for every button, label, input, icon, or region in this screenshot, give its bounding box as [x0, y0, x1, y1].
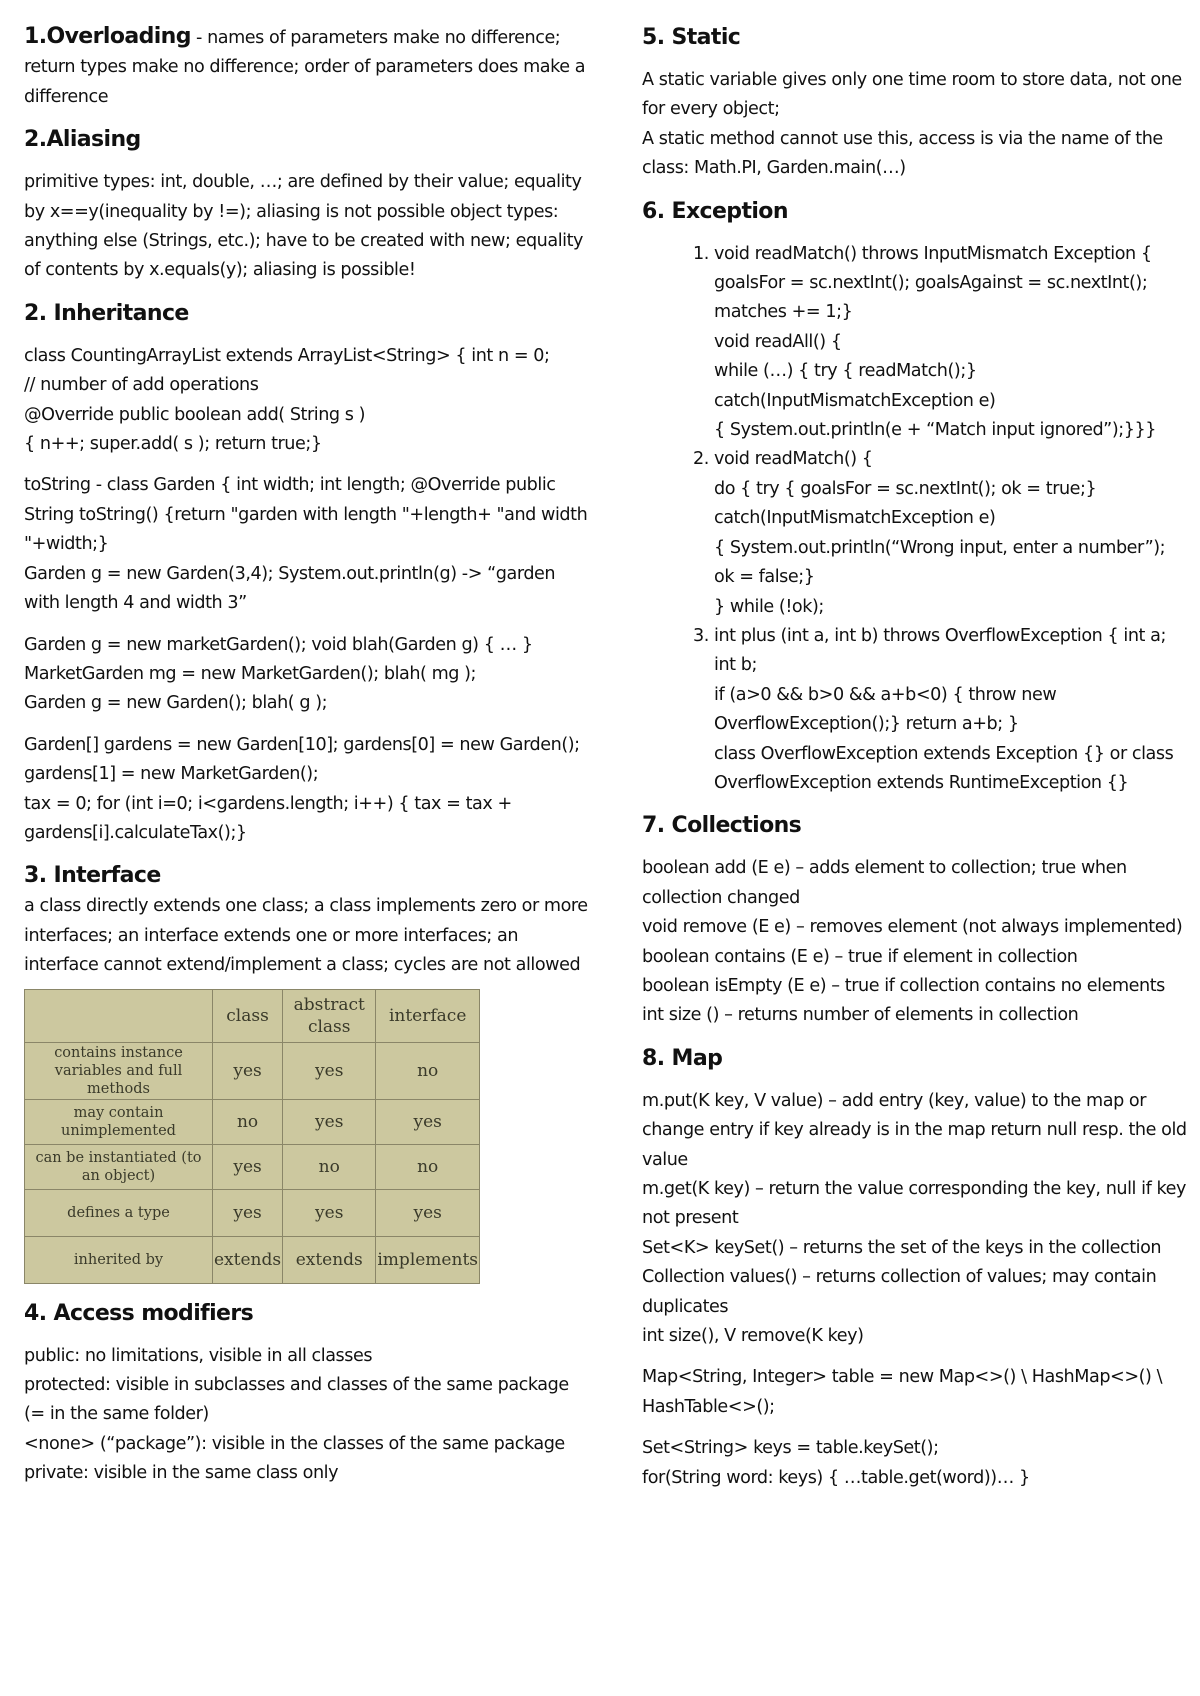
map-heading: 8. Map	[642, 1045, 723, 1071]
collections-text	[642, 854, 1187, 1030]
table-header-class: class	[213, 989, 283, 1042]
map-line: Collection values() – returns collection of values; may contain duplicates	[642, 1267, 1157, 1317]
section-inheritance	[24, 298, 589, 849]
table-row-label: defines a type	[25, 1189, 213, 1236]
map-line: m.put(K key, V value) – add entry (key, value) to the map or change entry if key already is in the map return null resp. the old value	[642, 1090, 1187, 1170]
exception-list	[642, 240, 1187, 799]
table-cell: no	[283, 1144, 376, 1189]
access-line-public: public: no limitations, visible in all classes	[24, 1345, 373, 1366]
map-line: Set<K> keySet() – returns the set of the keys in the collection	[642, 1237, 1162, 1258]
table-cell: yes	[376, 1099, 480, 1144]
table-row-label: may contain unimplemented	[25, 1099, 213, 1144]
access-line-private: private: visible in the same class only	[24, 1463, 339, 1484]
code-line: @Override public boolean add( String s )	[24, 404, 366, 425]
section-access-modifiers	[24, 1298, 589, 1489]
inheritance-paragraph-2	[24, 471, 589, 618]
table-cell: no	[376, 1144, 480, 1189]
interface-text: a class directly extends one class; a class implements zero or more interfaces; an interface extends one or more interfaces; an interface cannot extend/implement a class; cycles are not allowed	[24, 896, 588, 976]
table-header-interface: interface	[376, 989, 480, 1042]
code-line: class OverflowException extends Exception {} or class OverflowException extends RuntimeException {}	[714, 743, 1174, 793]
table-cell: no	[376, 1042, 480, 1099]
code-line: toString - class Garden { int width; int length; @Override public String toString() {return "garden with length "+length+ "and width "+width;}	[24, 475, 588, 555]
code-line: catch(InputMismatchException e)	[714, 508, 996, 529]
table-header-empty	[25, 989, 213, 1042]
code-line: void readAll() {	[714, 331, 842, 352]
access-line-protected: protected: visible in subclasses and classes of the same package (= in the same folder)	[24, 1374, 569, 1425]
code-line: 3. int plus (int a, int b) throws OverflowException { int a; int b;	[714, 625, 1166, 676]
code-line: // number of add operations	[24, 375, 259, 396]
collections-line: boolean contains (E e) – true if element in collection	[642, 946, 1078, 967]
exception-heading: 6. Exception	[642, 198, 788, 224]
section-interface	[24, 860, 589, 1283]
table-cell: no	[213, 1099, 283, 1144]
map-line: int size(), V remove(K key)	[642, 1326, 864, 1347]
code-line: while (…) { try { readMatch();}	[714, 361, 977, 382]
code-line: catch(InputMismatchException e)	[714, 390, 996, 411]
right-column	[642, 22, 1187, 1505]
code-line: Garden[] gardens = new Garden[10]; gardens[0] = new Garden(); gardens[1] = new MarketGarden();	[24, 734, 580, 785]
map-paragraph-3	[642, 1434, 1187, 1493]
code-line: class CountingArrayList extends ArrayList<String> { int n = 0;	[24, 345, 550, 366]
inheritance-heading: 2. Inheritance	[24, 300, 189, 326]
aliasing-text: primitive types: int, double, …; are defined by their value; equality by x==y(inequality by !=); aliasing is not possible object types: anything else (Strings, etc.); have to be created with new; equality of contents by x.equals(y); aliasing is possible!	[24, 172, 584, 281]
access-modifiers-text	[24, 1342, 589, 1489]
code-line: tax = 0; for (int i=0; i<gardens.length; i++) { tax = tax + gardens[i].calculateTax();}	[24, 793, 512, 843]
table-cell: extends	[283, 1236, 376, 1283]
aliasing-heading: 2.Aliasing	[24, 127, 141, 153]
code-line: Garden g = new Garden(); blah( g );	[24, 693, 328, 714]
overloading-heading: 1.Overloading	[24, 24, 191, 49]
table-row	[25, 1144, 480, 1189]
section-static	[642, 22, 1187, 184]
code-line: do { try { goalsFor = sc.nextInt(); ok = true;}	[714, 478, 1097, 499]
table-row-label: can be instantiated (to an object)	[25, 1144, 213, 1189]
static-text	[642, 66, 1187, 184]
code-line: Garden g = new Garden(3,4); System.out.println(g) -> “garden with length 4 and width 3”	[24, 563, 556, 614]
code-line: 2. void readMatch() {	[714, 449, 873, 470]
table-header-row	[25, 989, 480, 1042]
table-row-label: contains instance variables and full methods	[25, 1042, 213, 1099]
access-line-package: <none> (“package”): visible in the classes of the same package	[24, 1433, 565, 1454]
table-row	[25, 1236, 480, 1283]
code-line: MarketGarden mg = new MarketGarden(); blah( mg );	[24, 663, 477, 684]
section-exception	[642, 196, 1187, 799]
class-comparison-table	[24, 989, 480, 1284]
code-line: if (a>0 && b>0 && a+b<0) { throw new OverflowException();} return a+b; }	[714, 684, 1057, 735]
map-line: m.get(K key) – return the value corresponding the key, null if key not present	[642, 1179, 1186, 1229]
list-item	[714, 240, 1187, 446]
collections-line: boolean isEmpty (E e) – true if collection contains no elements	[642, 975, 1165, 996]
overloading-text: - names of parameters make no difference; return types make no difference; order of parameters does make a difference	[24, 28, 586, 107]
table-row	[25, 1189, 480, 1236]
section-map	[642, 1043, 1187, 1493]
table-header-abstract-class: abstract class	[283, 989, 376, 1042]
collections-heading: 7. Collections	[642, 813, 802, 839]
code-line: for(String word: keys) { …table.get(word))… }	[642, 1467, 1030, 1488]
code-line: Set<String> keys = table.keySet();	[642, 1438, 939, 1459]
collections-line: boolean add (E e) – adds element to collection; true when collection changed	[642, 858, 1127, 908]
inheritance-paragraph-4	[24, 731, 589, 849]
table-cell: extends	[213, 1236, 283, 1283]
static-heading: 5. Static	[642, 25, 741, 50]
collections-line: int size () – returns number of elements in collection	[642, 1005, 1079, 1026]
inheritance-paragraph-3	[24, 631, 589, 719]
section-overloading	[24, 22, 589, 112]
list-item	[714, 622, 1187, 798]
code-line: } while (!ok);	[714, 596, 824, 617]
table-row	[25, 1042, 480, 1099]
overloading-paragraph	[24, 22, 589, 112]
table-cell: yes	[283, 1189, 376, 1236]
code-line: { n++; super.add( s ); return true;}	[24, 434, 322, 455]
inheritance-paragraph-1	[24, 342, 589, 460]
table-cell: yes	[213, 1144, 283, 1189]
map-paragraph-2: Map<String, Integer> table = new Map<>() \ HashMap<>() \ HashTable<>();	[642, 1367, 1163, 1417]
access-modifiers-heading: 4. Access modifiers	[24, 1300, 254, 1326]
map-paragraph-1	[642, 1087, 1187, 1352]
table-cell: yes	[283, 1042, 376, 1099]
list-item	[714, 445, 1187, 621]
table-cell: yes	[213, 1189, 283, 1236]
table-cell: yes	[213, 1042, 283, 1099]
table-row	[25, 1099, 480, 1144]
code-line: { System.out.println(e + “Match input ignored”);}}}	[714, 420, 1156, 441]
static-line: A static method cannot use this, access is via the name of the class: Math.PI, Garden.main(…)	[642, 128, 1163, 179]
collections-line: void remove (E e) – removes element (not always implemented)	[642, 917, 1183, 938]
table-row-label: inherited by	[25, 1236, 213, 1283]
section-collections	[642, 810, 1187, 1030]
code-line: Garden g = new marketGarden(); void blah(Garden g) { … }	[24, 634, 533, 655]
code-line: 1. void readMatch() throws InputMismatch Exception { goalsFor = sc.nextInt(); goalsAgainst = sc.nextInt(); matches += 1;}	[714, 243, 1152, 323]
left-column	[24, 22, 589, 1501]
table-cell: yes	[376, 1189, 480, 1236]
interface-heading: 3. Interface	[24, 863, 161, 889]
table-cell: implements	[376, 1236, 480, 1283]
code-line: { System.out.println(“Wrong input, enter a number”); ok = false;}	[714, 537, 1166, 588]
table-cell: yes	[283, 1099, 376, 1144]
static-line: A static variable gives only one time room to store data, not one for every object;	[642, 70, 1182, 120]
section-aliasing	[24, 124, 589, 286]
